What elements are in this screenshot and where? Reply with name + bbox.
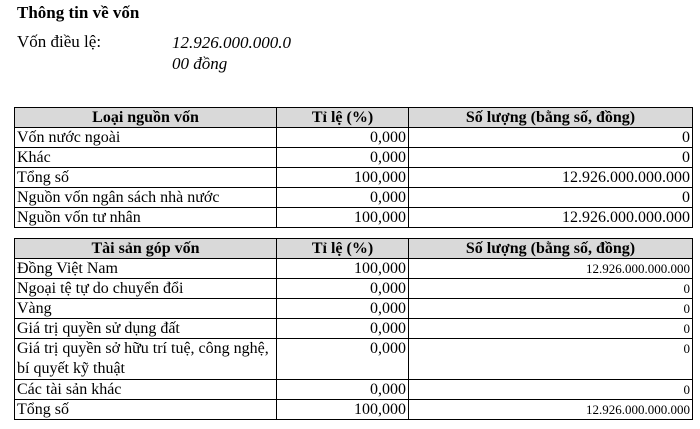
row-name: Nguồn vốn ngân sách nhà nước [15, 188, 277, 208]
table-row [15, 208, 693, 228]
row-ratio: 100,000 [277, 208, 409, 228]
row-name: Giá trị quyền sử dụng đất [15, 319, 277, 339]
row-name: Nguồn vốn tư nhân [15, 208, 277, 228]
charter-capital-value [172, 32, 332, 74]
table-row [15, 319, 693, 339]
row-amount: 12.926.000.000.000 [409, 259, 693, 279]
row-ratio: 0,000 [277, 319, 409, 339]
column-header-ratio: Tỉ lệ (%) [277, 108, 409, 128]
row-name: Đồng Việt Nam [15, 259, 277, 279]
table-header-row [15, 239, 693, 259]
column-header-asset: Tài sản góp vốn [15, 239, 277, 259]
row-amount: 12.926.000.000.000 [409, 400, 693, 420]
table-row [15, 259, 693, 279]
table-row [15, 380, 693, 400]
row-name: Ngoại tệ tự do chuyển đổi [15, 279, 277, 299]
row-name: Tổng số [15, 168, 277, 188]
row-ratio: 0,000 [277, 188, 409, 208]
row-ratio: 100,000 [277, 400, 409, 420]
column-header-amount: Số lượng (bằng số, đồng) [409, 108, 693, 128]
table-row [15, 188, 693, 208]
section-title: Thông tin về vốn [17, 3, 140, 22]
row-amount: 0 [409, 319, 693, 339]
row-amount: 0 [409, 188, 693, 208]
table-row [15, 128, 693, 148]
row-ratio: 100,000 [277, 168, 409, 188]
table-row [15, 339, 693, 380]
row-name: Vốn nước ngoài [15, 128, 277, 148]
charter-capital-label: Vốn điều lệ: [17, 32, 102, 51]
row-ratio: 100,000 [277, 259, 409, 279]
row-amount: 12.926.000.000.000 [409, 168, 693, 188]
row-ratio: 0,000 [277, 279, 409, 299]
column-header-source: Loại nguồn vốn [15, 108, 277, 128]
table-row [15, 299, 693, 319]
capital-source-table [14, 107, 693, 228]
row-name: Các tài sản khác [15, 380, 277, 400]
row-amount: 0 [409, 279, 693, 299]
row-name: Giá trị quyền sở hữu trí tuệ, công nghệ, bí quyết kỹ thuật [15, 339, 277, 380]
table-row [15, 168, 693, 188]
row-name: Vàng [15, 299, 277, 319]
row-name: Tổng số [15, 400, 277, 420]
table-header-row [15, 108, 693, 128]
row-amount: 12.926.000.000.000 [409, 208, 693, 228]
row-ratio: 0,000 [277, 148, 409, 168]
table-row [15, 400, 693, 420]
charter-capital-value-line2: 00 đồng [172, 54, 228, 73]
contributed-assets-table [14, 238, 693, 420]
table-row [15, 148, 693, 168]
row-ratio: 0,000 [277, 339, 409, 380]
row-amount: 0 [409, 128, 693, 148]
row-amount: 0 [409, 339, 693, 380]
row-amount: 0 [409, 148, 693, 168]
table-row [15, 279, 693, 299]
row-ratio: 0,000 [277, 299, 409, 319]
row-name: Khác [15, 148, 277, 168]
column-header-ratio: Tỉ lệ (%) [277, 239, 409, 259]
column-header-amount: Số lượng (bằng số, đồng) [409, 239, 693, 259]
row-ratio: 0,000 [277, 380, 409, 400]
row-ratio: 0,000 [277, 128, 409, 148]
row-amount: 0 [409, 299, 693, 319]
row-amount: 0 [409, 380, 693, 400]
charter-capital-value-line1: 12.926.000.000.0 [172, 33, 291, 52]
